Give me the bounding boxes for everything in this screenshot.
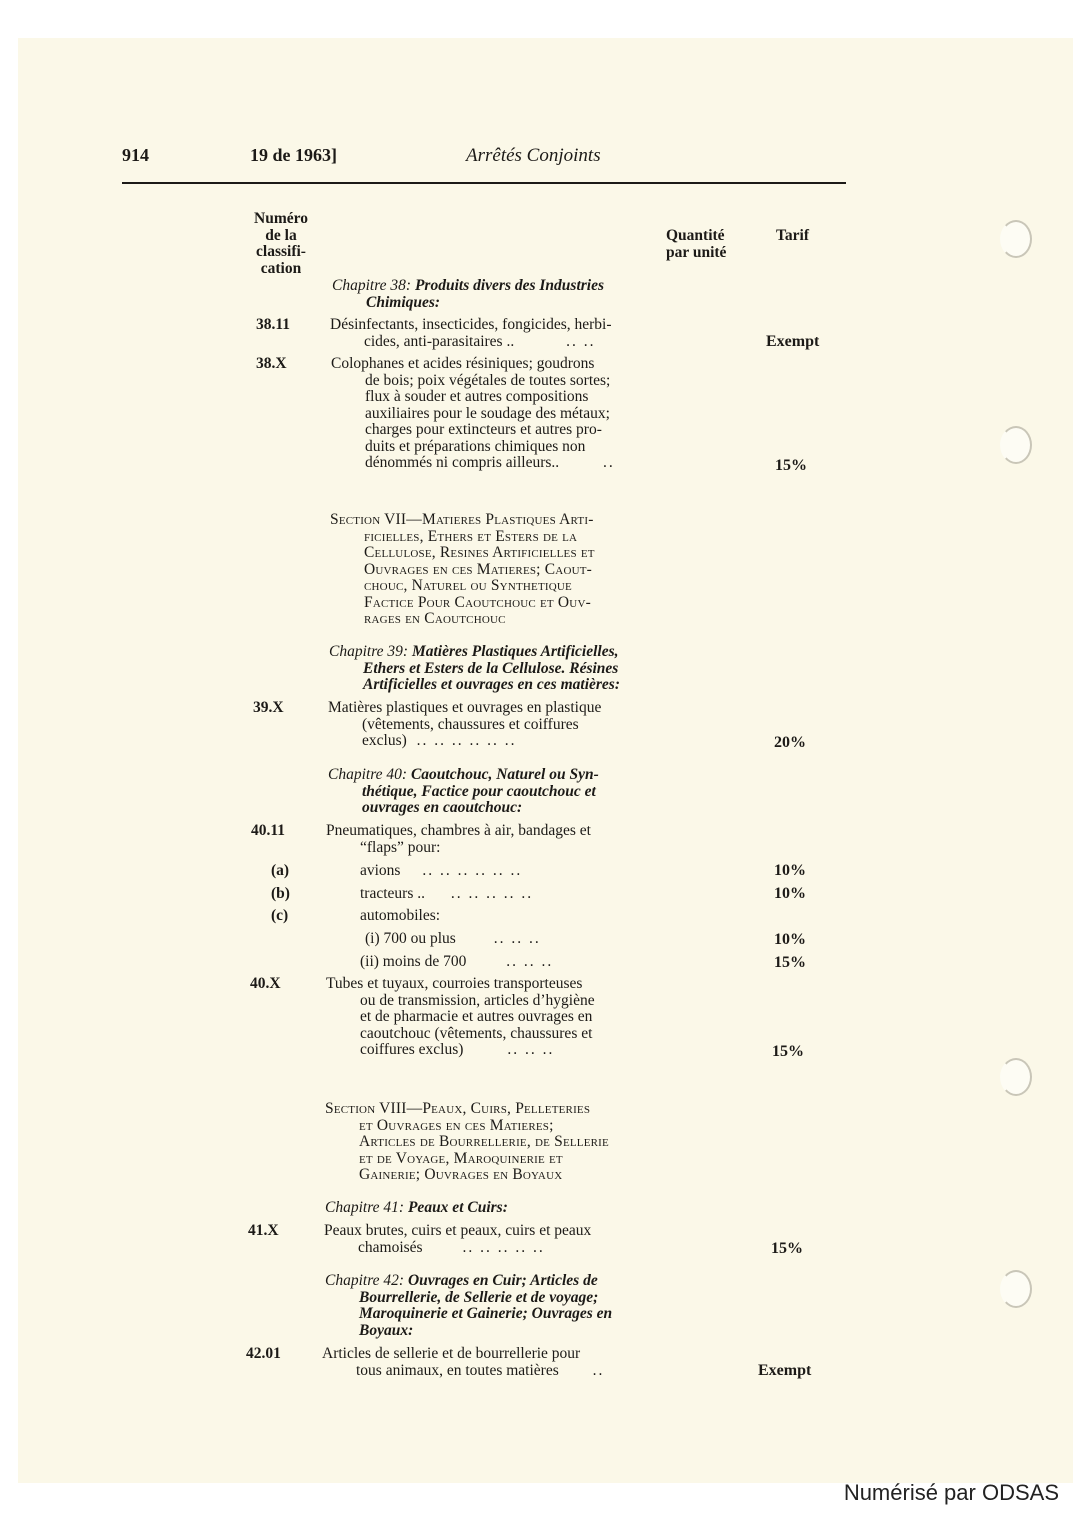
sub-item-description: avions .. .. .. .. .. .. — [360, 862, 523, 879]
page-number: 914 — [122, 145, 149, 165]
header-rule — [122, 182, 846, 184]
item-description: Colophanes et acides résiniques; goudrons de bois; poix végétales de toutes sortes; flux à souder et autres compositions auxiliaires pour le soudage des métaux; charges pour extincteurs et autres pro- duits et préparations chimiques non dénommés ni compris ailleurs.. .. — [331, 355, 615, 471]
tariff-value: Exempt — [766, 333, 820, 350]
tariff-value: Exempt — [758, 1362, 812, 1379]
sub-item-letter: (a) — [271, 862, 290, 879]
chapter-heading: Chapitre 41: Peaux et Cuirs: — [325, 1199, 508, 1216]
column-header-classification: Numéro de la classifi- cation — [254, 210, 308, 277]
sub-item-letter: (b) — [271, 885, 290, 902]
sub-item-description: (ii) moins de 700 .. .. .. — [360, 953, 554, 970]
punch-hole-icon — [1000, 426, 1032, 464]
section-heading: Section VIII—Peaux, Cuirs, Pelleteries et Ouvrages en ces Matieres; Articles de Bourrellerie, de Sellerie et de Voyage, Maroquinerie et Gainerie; Ouvrages en Boyaux — [325, 1100, 609, 1183]
punch-hole-icon — [1000, 220, 1032, 258]
column-header-tariff: Tarif — [776, 227, 810, 244]
classification-number: 41.X — [248, 1222, 279, 1239]
tariff-value: 10% — [774, 931, 806, 948]
section-heading: Section VII—Matieres Plastiques Arti- ficielles, Ethers et Esters de la Cellulose, Resines Artificielles et Ouvrages en ces Matieres; Caout- chouc, Naturel ou Synthetique Factice Pour Caoutchouc et Ouv- rages en Caoutchouc — [330, 511, 595, 627]
page-title: Arrêtés Conjoints — [466, 145, 601, 166]
tariff-value: 10% — [774, 885, 806, 902]
item-description: Peaux brutes, cuirs et peaux, cuirs et peaux chamoisés .. .. .. .. .. — [324, 1222, 592, 1256]
item-description: Pneumatiques, chambres à air, bandages et “flaps” pour: — [326, 822, 591, 856]
column-header-quantity: Quantité par unité — [666, 227, 727, 261]
item-description: Désinfectants, insecticides, fongicides, herbi- cides, anti-parasitaires .. .. .. — [330, 316, 612, 350]
tariff-value: 20% — [774, 734, 806, 751]
classification-number: 40.X — [250, 975, 281, 992]
classification-number: 40.11 — [251, 822, 286, 839]
classification-number: 38.11 — [256, 316, 291, 333]
tariff-value: 15% — [774, 954, 806, 971]
sub-item-description: (i) 700 ou plus .. .. .. — [365, 930, 541, 947]
item-description: Articles de sellerie et de bourrellerie pour tous animaux, en toutes matières .. — [322, 1345, 605, 1379]
item-description: Tubes et tuyaux, courroies transporteuses ou de transmission, articles d’hygiène et de pharmacie et autres ouvrages en caoutchouc (vêtements, chaussures et coiffures exclus) .. .. .. — [326, 975, 595, 1058]
classification-number: 38.X — [256, 355, 287, 372]
scanned-page — [18, 38, 1073, 1483]
sub-item-letter: (c) — [271, 907, 289, 924]
chapter-heading: Chapitre 38: Produits divers des Industries Chimiques: — [332, 277, 605, 311]
digitization-credit: Numérisé par ODSAS — [843, 1480, 1059, 1505]
item-description: Matières plastiques et ouvrages en plastique (vêtements, chaussures et coiffures exclus) .. .. .. .. .. .. — [328, 699, 602, 749]
chapter-heading: Chapitre 40: Caoutchouc, Naturel ou Syn- thétique, Factice pour caoutchouc et ouvrages en caoutchouc: — [328, 766, 599, 816]
header-date: 19 de 1963] — [250, 145, 337, 165]
chapter-heading: Chapitre 42: Ouvrages en Cuir; Articles de Bourrellerie, de Sellerie et de voyage; Maroquinerie et Gainerie; Ouvrages en Boyaux: — [325, 1272, 613, 1339]
chapter-heading: Chapitre 39: Matières Plastiques Artificielles, Ethers et Esters de la Cellulose. Résines Artificielles et ouvrages en ces matières: — [329, 643, 620, 693]
tariff-value: 10% — [774, 862, 806, 879]
sub-item-description: automobiles: — [360, 907, 441, 924]
punch-hole-icon — [1000, 1270, 1032, 1308]
classification-number: 42.01 — [246, 1345, 281, 1362]
classification-number: 39.X — [253, 699, 284, 716]
tariff-value: 15% — [775, 457, 807, 474]
tariff-value: 15% — [772, 1043, 804, 1060]
sub-item-description: tracteurs .. .. .. .. .. .. — [360, 885, 534, 902]
tariff-value: 15% — [771, 1240, 803, 1257]
punch-hole-icon — [1000, 1058, 1032, 1096]
